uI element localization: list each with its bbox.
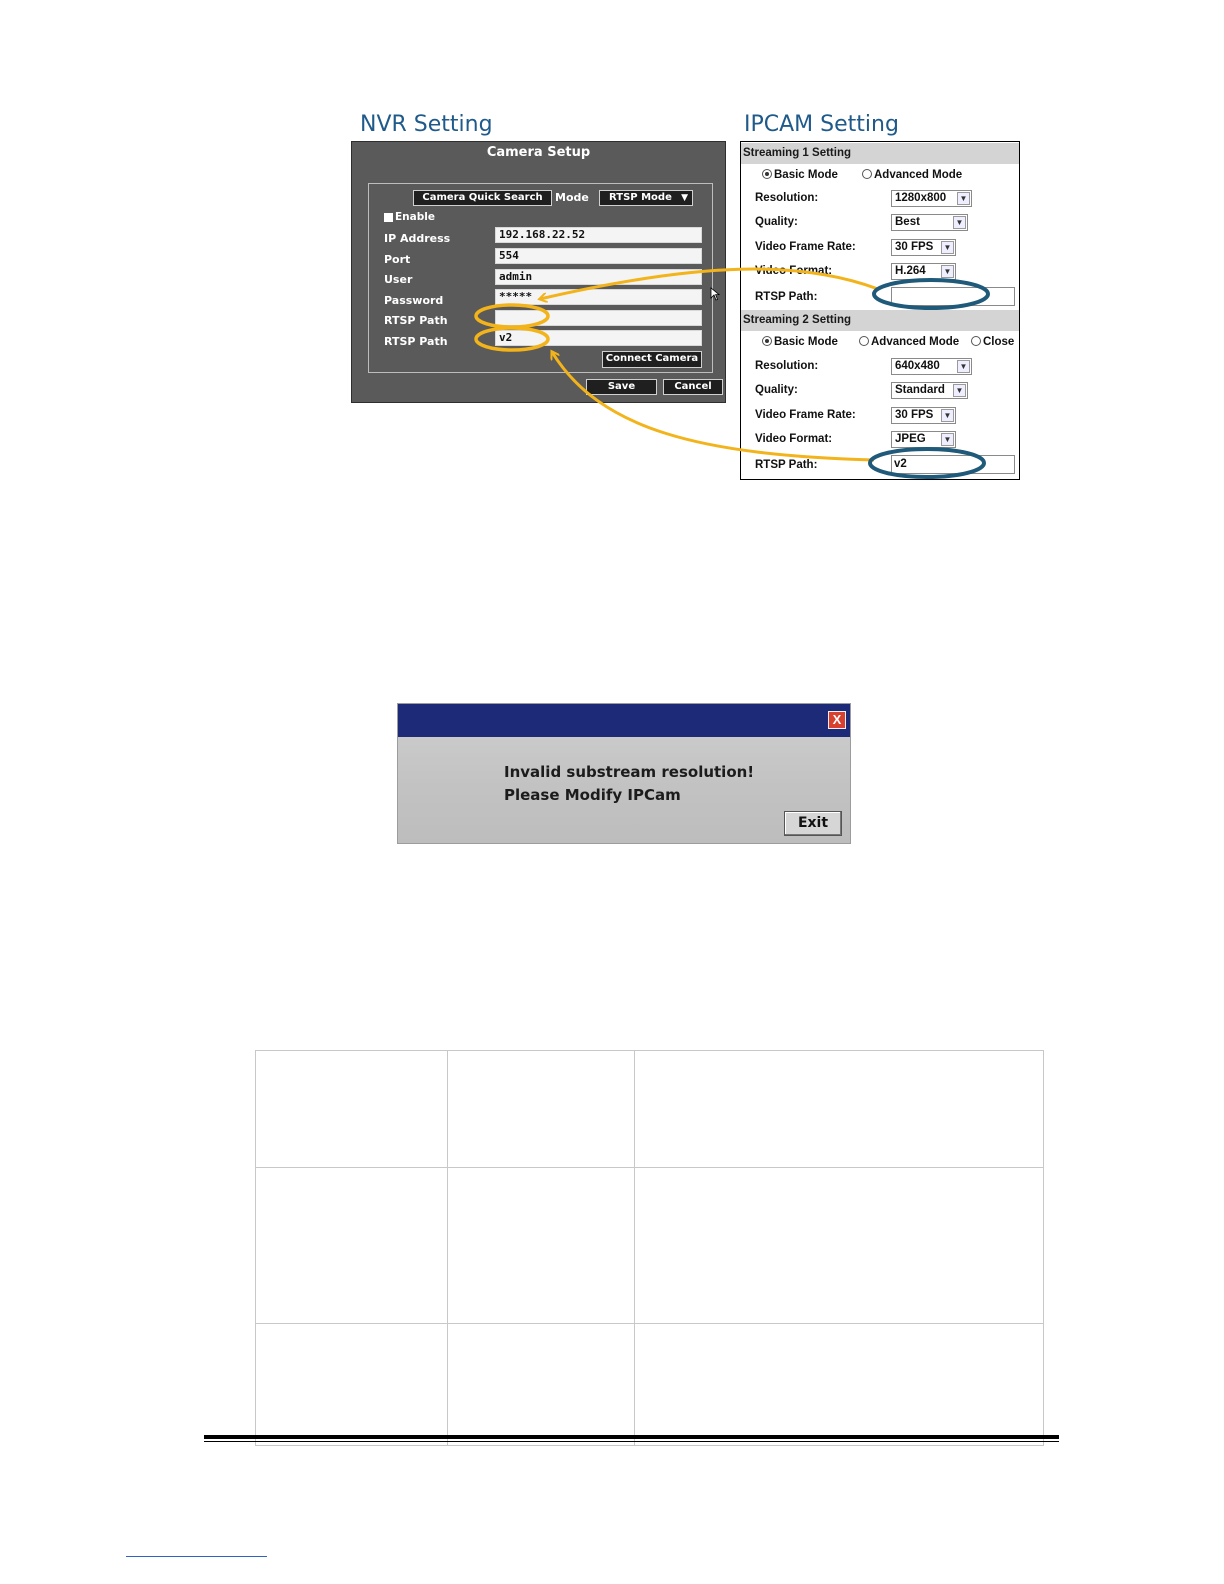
stream2-rtsp-path-label: RTSP Path:: [755, 459, 818, 471]
nvr-setting-heading: NVR Setting: [360, 112, 493, 137]
rtsp-path-label-1: RTSP Path: [384, 314, 448, 327]
stream2-format-value: JPEG: [895, 433, 926, 445]
chevron-down-icon: ▼: [941, 409, 954, 422]
footer-link-underline: [126, 1556, 267, 1557]
exit-button[interactable]: Exit: [784, 811, 842, 836]
ip-address-field[interactable]: 192.168.22.52: [495, 227, 702, 243]
user-label: User: [384, 273, 413, 286]
stream1-format-label: Video Format:: [755, 265, 833, 277]
table-row: [256, 1051, 1044, 1168]
stream1-basic-mode-label: Basic Mode: [774, 169, 838, 181]
rtsp-path-label-2: RTSP Path: [384, 335, 448, 348]
chevron-down-icon: ▼: [953, 384, 966, 397]
nvr-rtsp-path-2-highlight: [476, 328, 548, 350]
save-button[interactable]: Save: [586, 379, 657, 395]
footer-rule-thin: [204, 1441, 1059, 1442]
close-icon[interactable]: X: [828, 711, 846, 729]
camera-quick-search-button[interactable]: Camera Quick Search: [413, 190, 552, 206]
stream2-frame-rate-value: 30 FPS: [895, 409, 934, 421]
empty-table: [255, 1050, 1044, 1446]
table-cell: [635, 1168, 1044, 1324]
ipcam-setting-heading: IPCAM Setting: [744, 112, 899, 137]
mode-label: Mode: [555, 191, 589, 204]
table-cell: [448, 1324, 635, 1446]
error-dialog: [397, 703, 851, 844]
stream2-quality-label: Quality:: [755, 384, 798, 396]
camera-setup-title: Camera Setup: [486, 145, 591, 160]
arrow-rtsp-path-2: [552, 352, 874, 460]
stream2-quality-value: Standard: [895, 384, 945, 396]
stream2-frame-rate-label: Video Frame Rate:: [755, 409, 856, 421]
table-row: [256, 1168, 1044, 1324]
chevron-down-icon: ▼: [957, 192, 970, 205]
table-cell: [256, 1051, 448, 1168]
ipcam-rtsp-path-1-highlight: [874, 280, 988, 308]
dialog-title-bar: [398, 704, 850, 737]
stream1-advanced-mode-label: Advanced Mode: [874, 169, 963, 181]
rtsp-path-field-2[interactable]: v2: [495, 330, 702, 346]
user-field[interactable]: admin: [495, 269, 702, 285]
table-cell: [635, 1051, 1044, 1168]
chevron-down-icon: ▼: [957, 360, 970, 373]
nvr-rtsp-path-1-highlight: [476, 305, 548, 327]
connect-camera-button[interactable]: Connect Camera: [602, 351, 702, 368]
table-cell: [448, 1051, 635, 1168]
stream2-rtsp-path-input[interactable]: v2: [891, 455, 1015, 474]
password-label: Password: [384, 294, 444, 307]
stream1-quality-value: Best: [895, 216, 920, 228]
stream1-format-value: H.264: [895, 265, 926, 277]
password-field[interactable]: *****: [495, 289, 702, 305]
stream1-resolution-label: Resolution:: [755, 192, 819, 204]
stream1-quality-label: Quality:: [755, 216, 798, 228]
dialog-message-line1: Invalid substream resolution!: [504, 763, 755, 781]
enable-label: Enable: [395, 211, 435, 223]
ipcam-rtsp-path-2-highlight: [870, 449, 984, 477]
chevron-down-icon: ▼: [941, 265, 954, 278]
annotation-overlay: [0, 0, 1224, 500]
port-field[interactable]: 554: [495, 248, 702, 264]
stream1-resolution-value: 1280x800: [895, 192, 947, 204]
streaming-2-header: Streaming 2 Setting: [741, 310, 1019, 331]
stream2-format-label: Video Format:: [755, 433, 833, 445]
ip-address-label: IP Address: [384, 232, 451, 245]
mode-select-value: RTSP Mode: [609, 192, 672, 203]
stream1-rtsp-path-label: RTSP Path:: [755, 291, 818, 303]
streaming-1-header: Streaming 1 Setting: [741, 143, 1019, 164]
stream2-close-label: Close: [983, 336, 1015, 348]
stream1-frame-rate-value: 30 FPS: [895, 241, 934, 253]
chevron-down-icon: ▼: [941, 433, 954, 446]
table-row: [256, 1324, 1044, 1446]
stream1-frame-rate-label: Video Frame Rate:: [755, 241, 856, 253]
table-cell: [256, 1324, 448, 1446]
table-cell: [256, 1168, 448, 1324]
stream2-resolution-label: Resolution:: [755, 360, 819, 372]
stream2-basic-mode-label: Basic Mode: [774, 336, 838, 348]
stream2-resolution-value: 640x480: [895, 360, 940, 372]
chevron-down-icon: ▼: [941, 241, 954, 254]
stream2-advanced-mode-label: Advanced Mode: [871, 336, 960, 348]
arrow-rtsp-path-1: [540, 269, 878, 299]
table-cell: [448, 1168, 635, 1324]
table-cell: [635, 1324, 1044, 1446]
dropdown-arrow-icon: ▼: [681, 193, 688, 203]
cancel-button[interactable]: Cancel: [663, 379, 723, 395]
footer-rule-thick: [204, 1435, 1059, 1439]
port-label: Port: [384, 253, 411, 266]
dialog-message-line2: Please Modify IPCam: [504, 786, 681, 804]
chevron-down-icon: ▼: [953, 216, 966, 229]
